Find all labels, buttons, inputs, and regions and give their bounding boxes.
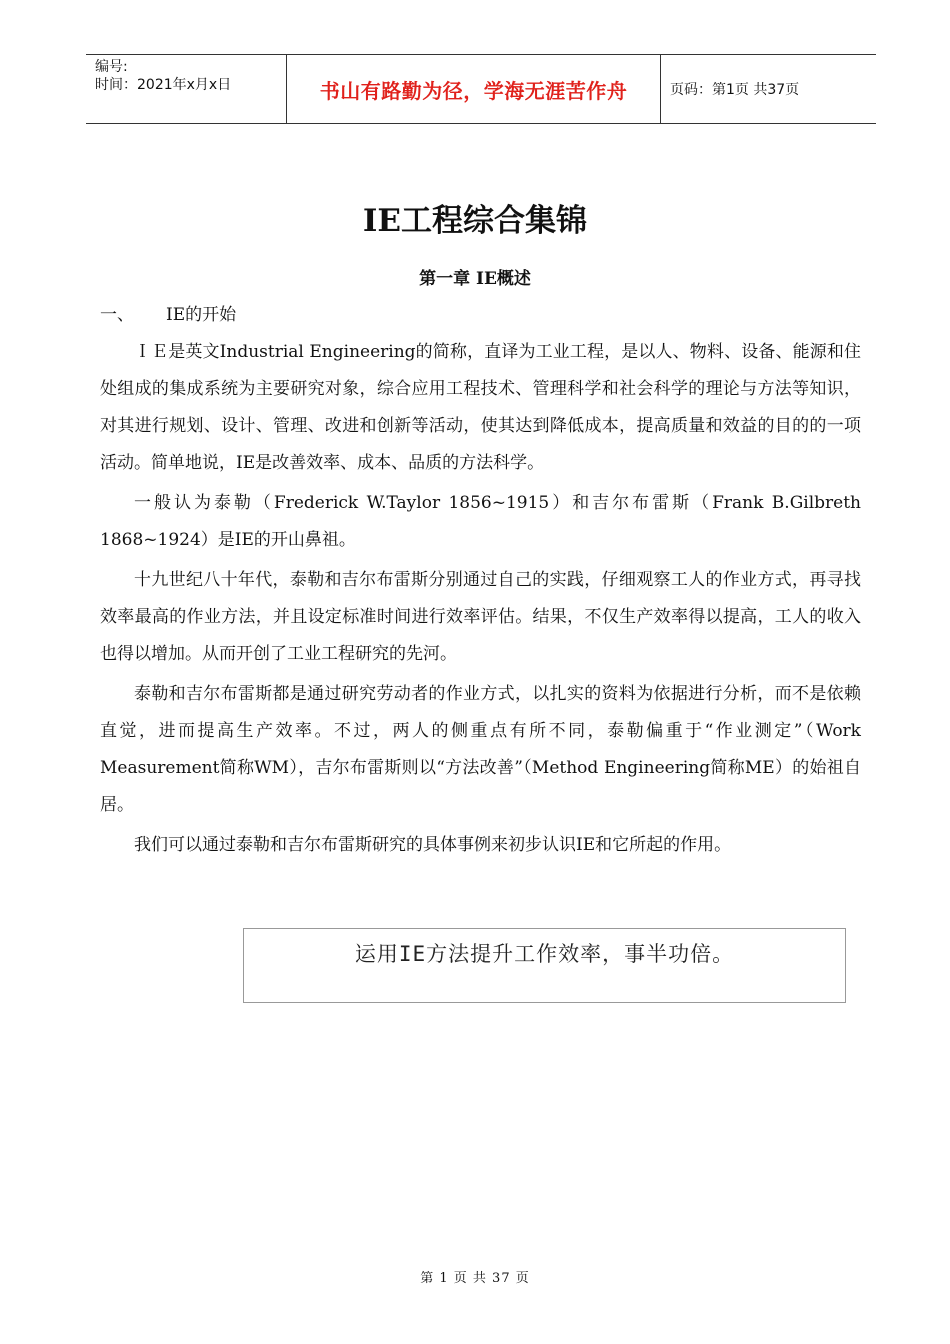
header-meta bbox=[86, 55, 287, 123]
chapter-heading: 第一章 IE概述 bbox=[419, 269, 531, 289]
callout-text: 运用IE方法提升工作效率，事半功倍。 bbox=[354, 942, 735, 966]
header-motto: 书山有路勤为径，学海无涯苦作舟 bbox=[319, 78, 628, 103]
paragraph: 我们可以通过泰勒和吉尔布雷斯研究的具体事例来初步认识IE和它所起的作用。 bbox=[134, 835, 732, 855]
document-title: IE工程综合集锦 bbox=[362, 203, 588, 239]
paragraph: 十九世纪八十年代，泰勒和吉尔布雷斯分别通过自己的实践，仔细观察工人的作业方式，再寻找效率最高的作业方法，并且设定标准时间进行效率评估。结果，不仅生产效率得以提高，工人的收入也得以增加。从而开创了工业工程研究的先河。 bbox=[100, 570, 861, 664]
document-time-label: 时间：2021年x月x日 bbox=[95, 77, 232, 93]
body-text bbox=[100, 334, 861, 867]
document-number-label: 编号: bbox=[95, 59, 128, 75]
section-heading bbox=[100, 300, 236, 325]
header-page-cell bbox=[661, 55, 876, 123]
page-header bbox=[86, 54, 876, 124]
footer-page-number: 第 1 页 共 37 页 bbox=[420, 1271, 530, 1286]
paragraph: 泰勒和吉尔布雷斯都是通过研究劳动者的作业方式，以扎实的资料为依据进行分析，而不是依赖直觉，进而提高生产效率。不过，两人的侧重点有所不同，泰勒偏重于“作业测定”（Work Measurement简称WM），吉尔布雷斯则以“方法改善”（Method Engineering简称ME）的始祖自居。 bbox=[100, 684, 861, 815]
paragraph: ＩＥ是英文Industrial Engineering的简称，直译为工业工程，是以人、物料、设备、能源和住处组成的集成系统为主要研究对象，综合应用工程技术、管理科学和社会科学的理论与方法等知识，对其进行规划、设计、管理、改进和创新等活动，使其达到降低成本，提高质量和效益的目的的一项活动。简单地说，IE是改善效率、成本、品质的方法科学。 bbox=[100, 342, 861, 473]
section-number: 一、 bbox=[100, 305, 134, 325]
section-title: IE的开始 bbox=[166, 305, 237, 325]
page-footer bbox=[0, 1267, 950, 1286]
callout-box bbox=[243, 928, 846, 1003]
header-page-label: 页码：第1页 共37页 bbox=[670, 82, 800, 98]
header-motto-cell bbox=[287, 55, 661, 123]
paragraph: 一般认为泰勒（Frederick W.Taylor 1856~1915）和吉尔布雷斯（Frank B.Gilbreth 1868~1924）是IE的开山鼻祖。 bbox=[100, 493, 861, 550]
